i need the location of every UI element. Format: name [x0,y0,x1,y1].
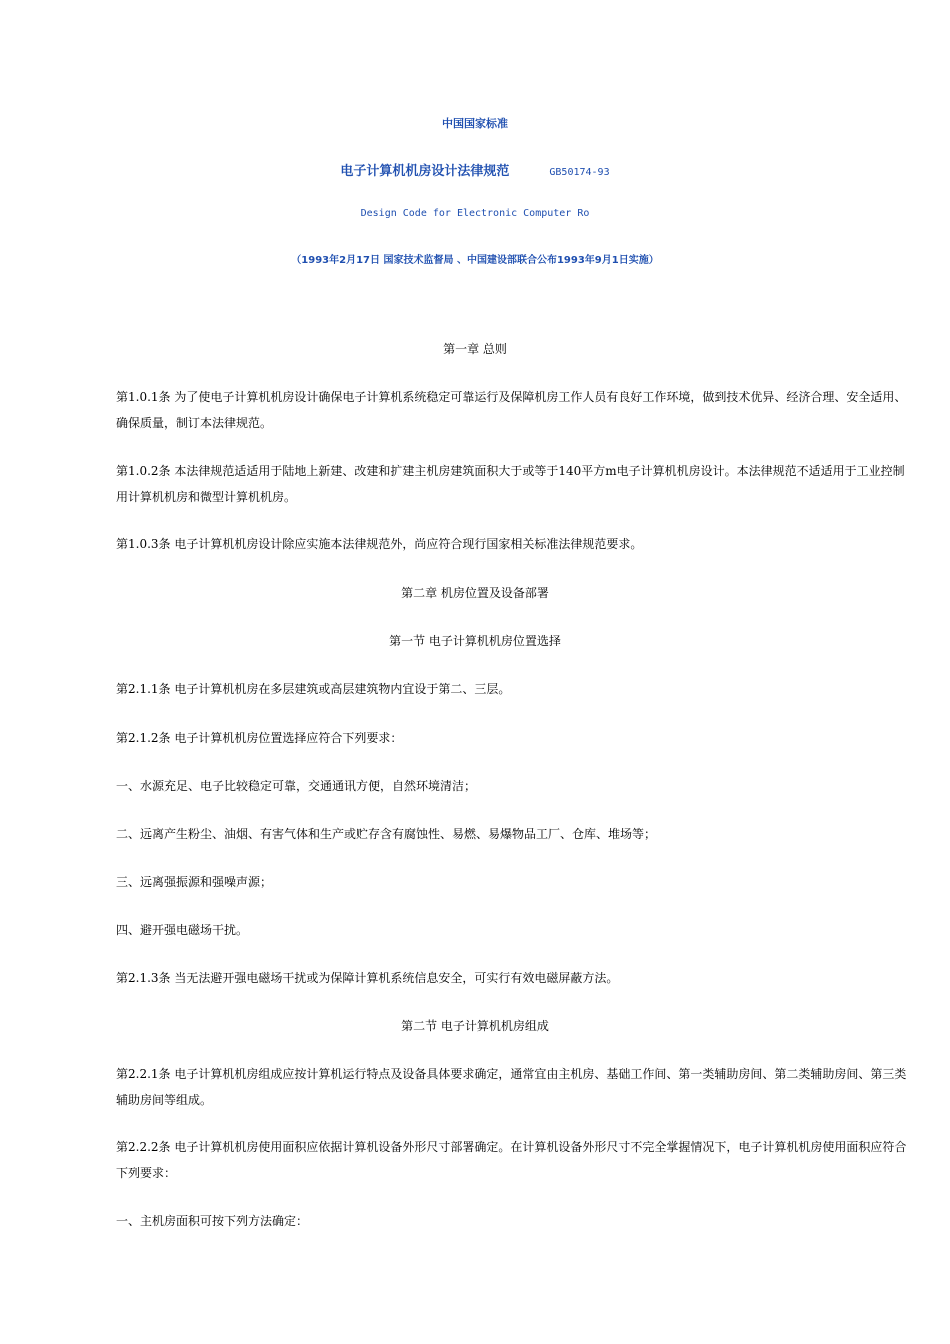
standard-code: GB50174-93 [549,167,610,178]
article-2-1-3: 第2.1.3条 当无法避开强电磁场干扰或为保障计算机系统信息安全，可实行有效电磁屏蔽方法。 [116,971,619,985]
list-item-4: 四、避开强电磁场干扰。 [116,923,249,937]
article-2-2-2: 第2.2.2条 电子计算机机房使用面积应依据计算机设备外形尺寸部署确定。在计算机设备外形尺寸不完全掌握情况下，电子计算机机房使用面积应符合下列要求： [116,1140,907,1180]
chapter-1-heading: 第一章 总则 [443,342,507,356]
article-1-0-3: 第1.0.3条 电子计算机机房设计除应实施本法律规范外，尚应符合现行国家相关标准法律规范要求。 [116,537,643,551]
article-1-0-1: 第1.0.1条 为了使电子计算机机房设计确保电子计算机系统稳定可靠运行及保障机房工作人员有良好工作环境，做到技术优异、经济合理、安全适用、确保质量，制订本法律规范。 [116,390,907,430]
title-text: 电子计算机机房设计法律规范 [340,164,510,179]
section-2-2-heading: 第二节 电子计算机机房组成 [401,1019,549,1033]
list-item-5: 一、主机房面积可按下列方法确定： [116,1214,309,1228]
publication-note: （1993年2月17日 国家技术监督局 、中国建设部联合公布1993年9月1日实施） [291,255,659,266]
standard-label: 中国国家标准 [442,117,508,130]
list-item-3: 三、远离强振源和强噪声源； [116,875,273,889]
list-item-1: 一、水源充足、电子比较稳定可靠，交通通讯方便，自然环境清洁； [116,779,477,793]
english-title: Design Code for Electronic Computer Ro [360,208,590,219]
article-1-0-2: 第1.0.2条 本法律规范适适用于陆地上新建、改建和扩建主机房建筑面积大于或等于140平方m电子计算机机房设计。本法律规范不适适用于工业控制用计算机机房和微型计算机机房。 [116,464,905,504]
chapter-2-heading: 第二章 机房位置及设备部署 [401,586,549,600]
article-2-1-2: 第2.1.2条 电子计算机机房位置选择应符合下列要求： [116,731,403,745]
list-item-2: 二、远离产生粉尘、油烟、有害气体和生产或贮存含有腐蚀性、易燃、易爆物品工厂、仓库、堆场等； [116,827,657,841]
article-2-1-1: 第2.1.1条 电子计算机机房在多层建筑或高层建筑物内宜设于第二、三层。 [116,682,511,696]
article-2-2-1: 第2.2.1条 电子计算机机房组成应按计算机运行特点及设备具体要求确定，通常宜由主机房、基础工作间、第一类辅助房间、第二类辅助房间、第三类辅助房间等组成。 [116,1067,907,1107]
document-title [0,160,950,179]
section-2-1-heading: 第一节 电子计算机机房位置选择 [389,634,561,648]
